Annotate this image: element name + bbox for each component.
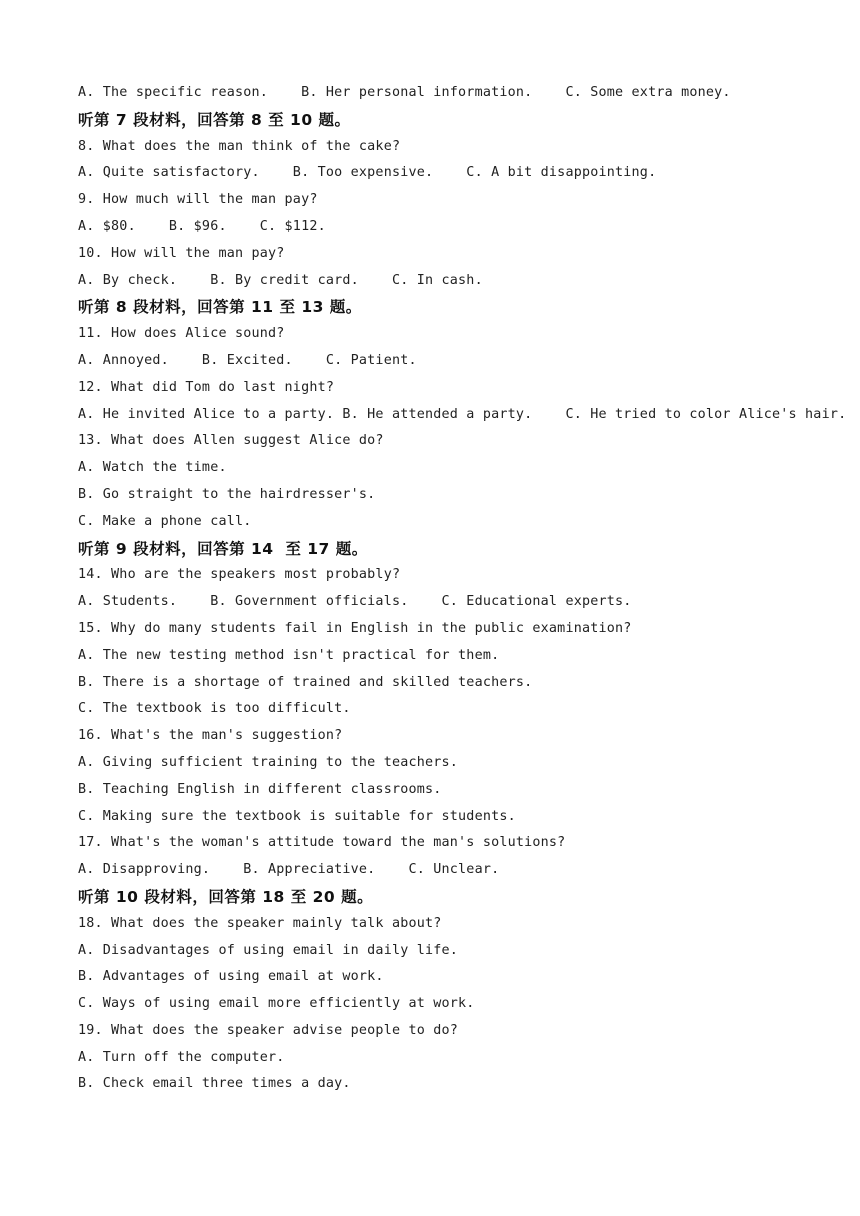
answer-options-q12: A. He invited Alice to a party. B. He attended a party. C. He tried to color Alice's hair. (78, 406, 847, 422)
answer-option-q16-c: C. Making sure the textbook is suitable for students. (78, 808, 516, 824)
question-14: 14. Who are the speakers most probably? (78, 567, 401, 583)
answer-option-q16-b: B. Teaching English in different classrooms. (78, 781, 442, 797)
answer-options-q17: A. Disapproving. B. Appreciative. C. Unclear. (78, 862, 500, 878)
answer-options-q11: A. Annoyed. B. Excited. C. Patient. (78, 352, 417, 368)
answer-option-q13-c: C. Make a phone call. (78, 513, 252, 529)
question-17: 17. What's the woman's attitude toward the man's solutions? (78, 835, 566, 851)
question-15: 15. Why do many students fail in English in the public examination? (78, 620, 632, 636)
answer-options-q7: A. The specific reason. B. Her personal information. C. Some extra money. (78, 85, 731, 100)
section-heading-7: 听第 7 段材料，回答第 8 至 10 题。 (78, 110, 351, 129)
question-9: 9. How much will the man pay? (78, 192, 318, 208)
answer-option-q19-a: A. Turn off the computer. (78, 1049, 285, 1065)
answer-option-q16-a: A. Giving sufficient training to the teachers. (78, 754, 459, 770)
section-heading-9: 听第 9 段材料，回答第 14 至 17 题。 (78, 539, 368, 558)
answer-option-q18-c: C. Ways of using email more efficiently at work. (78, 996, 475, 1012)
answer-option-q18-a: A. Disadvantages of using email in daily life. (78, 942, 459, 958)
question-12: 12. What did Tom do last night? (78, 379, 335, 395)
answer-option-q19-b: B. Check email three times a day. (78, 1076, 351, 1092)
question-11: 11. How does Alice sound? (78, 326, 285, 342)
question-10: 10. How will the man pay? (78, 245, 285, 261)
answer-option-q13-b: B. Go straight to the hairdresser's. (78, 486, 376, 502)
answer-option-q15-b: B. There is a shortage of trained and skilled teachers. (78, 674, 533, 690)
answer-options-q9: A. $80. B. $96. C. $112. (78, 218, 326, 234)
question-16: 16. What's the man's suggestion? (78, 728, 343, 744)
answer-options-q8: A. Quite satisfactory. B. Too expensive. C. A bit disappointing. (78, 165, 657, 181)
answer-option-q13-a: A. Watch the time. (78, 460, 227, 476)
document-page (78, 80, 847, 1098)
answer-option-q15-c: C. The textbook is too difficult. (78, 701, 351, 717)
question-8: 8. What does the man think of the cake? (78, 138, 401, 154)
question-13: 13. What does Allen suggest Alice do? (78, 433, 384, 449)
section-heading-8: 听第 8 段材料，回答第 11 至 13 题。 (78, 298, 362, 317)
question-18: 18. What does the speaker mainly talk about? (78, 915, 442, 931)
section-heading-10: 听第 10 段材料，回答第 18 至 20 题。 (78, 887, 374, 906)
answer-options-q14: A. Students. B. Government officials. C. Educational experts. (78, 594, 632, 610)
answer-option-q15-a: A. The new testing method isn't practical for them. (78, 647, 500, 663)
question-19: 19. What does the speaker advise people to do? (78, 1022, 459, 1038)
answer-options-q10: A. By check. B. By credit card. C. In cash. (78, 272, 483, 288)
answer-option-q18-b: B. Advantages of using email at work. (78, 969, 384, 985)
